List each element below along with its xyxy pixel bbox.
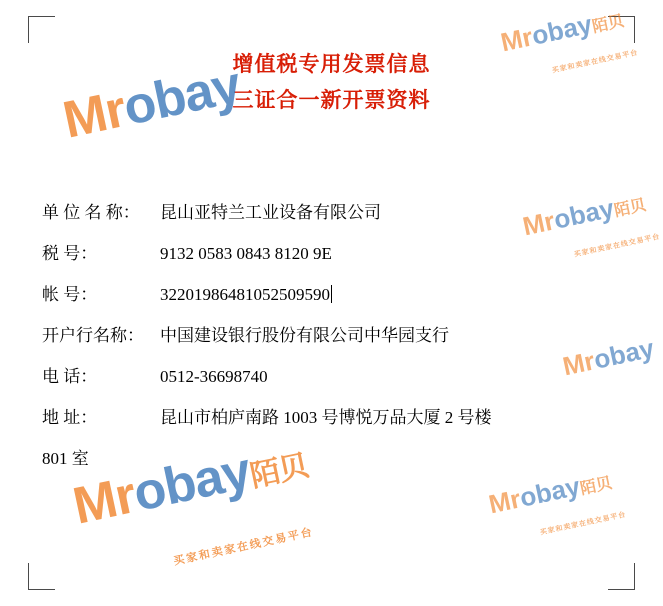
watermark-tagline: 买家和卖家在线交易平台 bbox=[551, 49, 639, 75]
field-value-company: 昆山亚特兰工业设备有限公司 bbox=[160, 203, 381, 222]
field-label-bank-name: 开户行名称： bbox=[42, 326, 144, 345]
watermark-brand-suffix: obay bbox=[591, 332, 657, 375]
watermark-brand-suffix: obay bbox=[118, 55, 246, 137]
field-value-tax-number: 9132 0583 0843 8120 9E bbox=[160, 244, 332, 263]
watermark-brand-prefix: Mr bbox=[498, 21, 536, 58]
crop-mark-top-left bbox=[28, 16, 55, 43]
watermark-brand-prefix: Mr bbox=[520, 205, 558, 242]
watermark-tagline: 买家和卖家在线交易平台 bbox=[573, 233, 661, 259]
document-title-block bbox=[0, 46, 663, 118]
crop-mark-top-right bbox=[608, 16, 635, 43]
field-label-address: 地 址： bbox=[42, 408, 98, 427]
field-row-bank-name bbox=[42, 315, 632, 356]
watermark-brand-cn: 陌贝 bbox=[590, 12, 626, 37]
field-row-tax-number bbox=[42, 233, 632, 274]
watermark-brand-cn: 陌贝 bbox=[247, 449, 311, 494]
watermark-brand-suffix: obay bbox=[551, 192, 617, 235]
crop-mark-bottom-left bbox=[28, 563, 55, 590]
field-label-phone: 电 话： bbox=[42, 367, 98, 386]
watermark-brand-cn: 陌贝 bbox=[578, 474, 614, 499]
field-row-phone bbox=[42, 356, 632, 397]
watermark-brand-prefix: Mr bbox=[560, 345, 598, 382]
field-value-bank-name: 中国建设银行股份有限公司中华园支行 bbox=[160, 326, 449, 345]
document-title-line-1: 增值税专用发票信息 bbox=[232, 52, 431, 76]
watermark-brand-suffix: obay bbox=[529, 8, 595, 51]
watermark-tagline: 买家和卖家在线交易平台 bbox=[172, 526, 315, 568]
field-row-address bbox=[42, 397, 632, 438]
watermark-brand-cn: 陌贝 bbox=[612, 196, 648, 221]
field-value-account-number: 32201986481052509590 bbox=[160, 285, 330, 304]
field-value-address-continuation: 801 室 bbox=[42, 449, 89, 468]
document-title-line-2: 三证合一新开票资料 bbox=[232, 88, 431, 112]
field-label-account-number: 帐 号： bbox=[42, 285, 98, 304]
field-value-phone: 0512-36698740 bbox=[160, 367, 268, 386]
watermark-brand-suffix: obay bbox=[517, 470, 583, 513]
invoice-details-block bbox=[42, 192, 632, 479]
watermark-brand-prefix: Mr bbox=[58, 80, 131, 150]
crop-mark-bottom-right bbox=[608, 563, 635, 590]
watermark-brand-prefix: Mr bbox=[486, 483, 524, 520]
field-label-tax-number: 税 号： bbox=[42, 244, 98, 263]
field-value-address: 昆山市柏庐南路 1003 号博悦万品大厦 2 号楼 bbox=[160, 408, 492, 427]
field-label-company: 单 位 名 称： bbox=[42, 203, 140, 222]
watermark-brand-prefix: Mr bbox=[68, 466, 141, 536]
field-row-company bbox=[42, 192, 632, 233]
watermark-brand-suffix: obay bbox=[128, 441, 256, 523]
watermark-tagline: 买家和卖家在线交易平台 bbox=[539, 511, 627, 537]
field-row-account-number bbox=[42, 274, 632, 315]
